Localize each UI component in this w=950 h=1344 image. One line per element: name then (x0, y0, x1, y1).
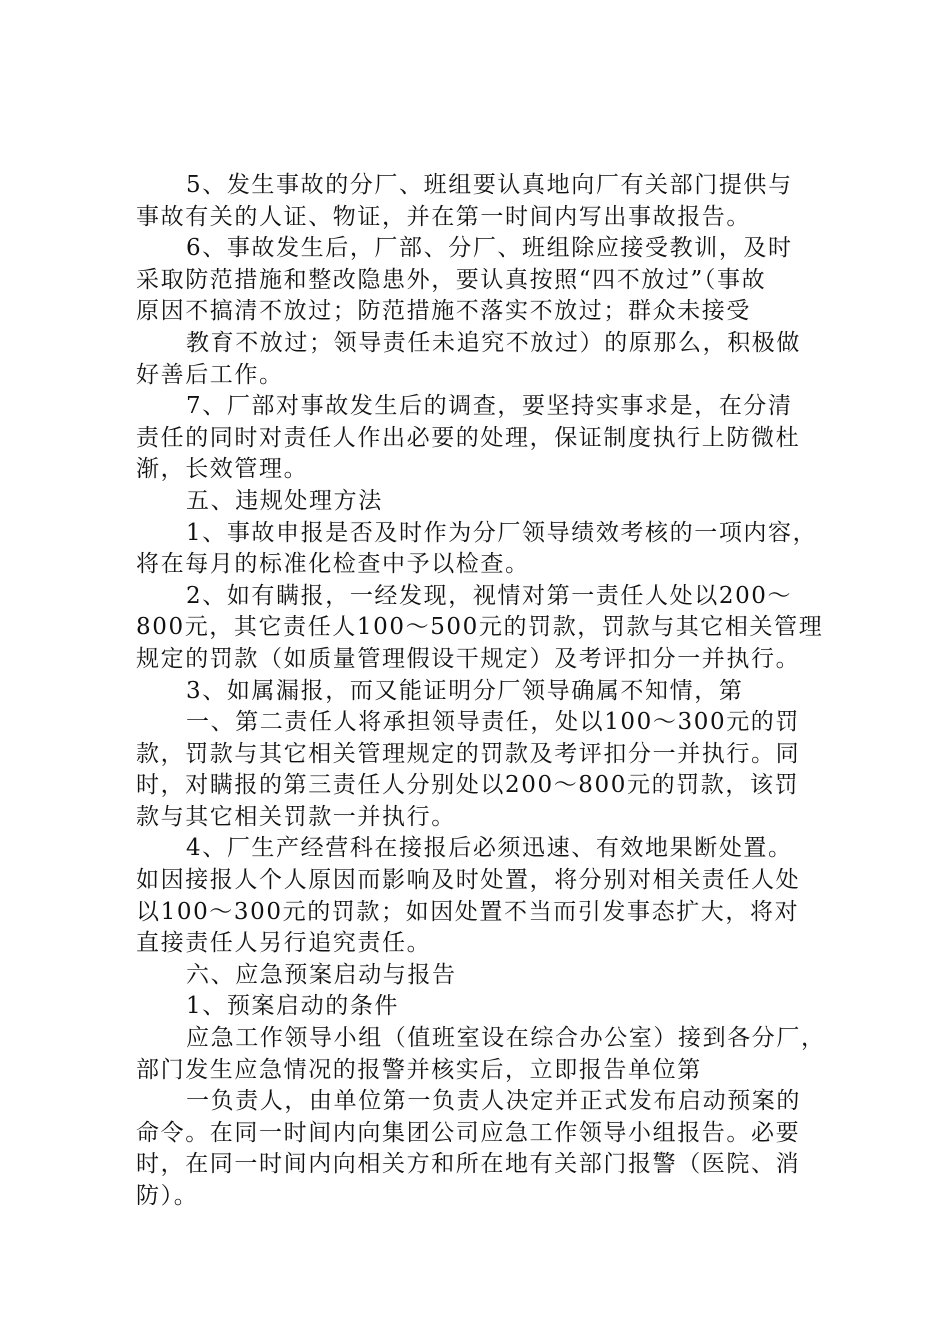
text-line: 命令。在同一时间内向集团公司应急工作领导小组报告。必要 (136, 1119, 801, 1146)
text-line: 1、事故申报是否及时作为分厂领导绩效考核的一项内容， (186, 519, 818, 546)
text-line: 款与其它相关罚款一并执行。 (136, 803, 456, 830)
text-line: 将在每月的标准化检查中予以检查。 (136, 551, 530, 578)
text-line: 7、厂部对事故发生后的调查，要坚持实事求是，在分清 (186, 393, 793, 420)
text-line: 3、如属漏报，而又能证明分厂领导确属不知情，第 (186, 677, 744, 704)
text-line: 如因接报人个人原因而影响及时处置，将分别对相关责任人处 (136, 867, 801, 894)
text-line: 渐，长效管理。 (136, 456, 309, 483)
text-line: 好善后工作。 (136, 361, 284, 388)
text-line: 应急工作领导小组（值班室设在综合办公室）接到各分厂， (186, 1025, 826, 1052)
text-line: 5、发生事故的分厂、班组要认真地向厂有关部门提供与 (186, 172, 793, 198)
text-line: 4、厂生产经营科在接报后必须迅速、有效地果断处置。 (186, 835, 793, 862)
text-line: 责任的同时对责任人作出必要的处理，保证制度执行上防微杜 (136, 424, 801, 451)
text-line: 直接责任人另行追究责任。 (136, 930, 432, 957)
text-line: 五、违规处理方法 (186, 487, 383, 514)
text-line: 以100～300元的罚款；如因处置不当而引发事态扩大，将对 (136, 898, 800, 925)
text-line: 采取防范措施和整改隐患外，要认真按照“四不放过”（事故 (136, 266, 767, 293)
document-body (136, 170, 836, 1213)
text-line: 六、应急预案启动与报告 (186, 961, 457, 988)
text-line: 时，对瞒报的第三责任人分别处以200～800元的罚款，该罚 (136, 772, 800, 799)
text-line: 一、第二责任人将承担领导责任，处以100～300元的罚 (186, 709, 800, 736)
text-line: 时，在同一时间内向相关方和所在地有关部门报警（医院、消 (136, 1151, 801, 1178)
text-line: 部门发生应急情况的报警并核实后，立即报告单位第 (136, 1056, 702, 1083)
text-line: 2、如有瞒报，一经发现，视情对第一责任人处以200～ (186, 582, 793, 609)
text-line: 一负责人，由单位第一负责人决定并正式发布启动预案的 (186, 1088, 801, 1115)
text-line: 800元，其它责任人100～500元的罚款，罚款与其它相关管理 (136, 614, 824, 641)
text-line: 款，罚款与其它相关管理规定的罚款及考评扣分一并执行。同 (136, 740, 801, 767)
text-line: 教育不放过；领导责任未追究不放过）的原那么，积极做 (186, 329, 801, 356)
text-line: 规定的罚款（如质量管理假设干规定）及考评扣分一并执行。 (136, 645, 801, 672)
text-line: 原因不搞清不放过；防范措施不落实不放过；群众未接受 (136, 298, 751, 325)
text-line: 1、预案启动的条件 (186, 993, 400, 1020)
text-line: 6、事故发生后，厂部、分厂、班组除应接受教训，及时 (186, 235, 793, 262)
text-line: 事故有关的人证、物证，并在第一时间内写出事故报告。 (136, 203, 751, 230)
text-line: 防）。 (136, 1183, 199, 1209)
